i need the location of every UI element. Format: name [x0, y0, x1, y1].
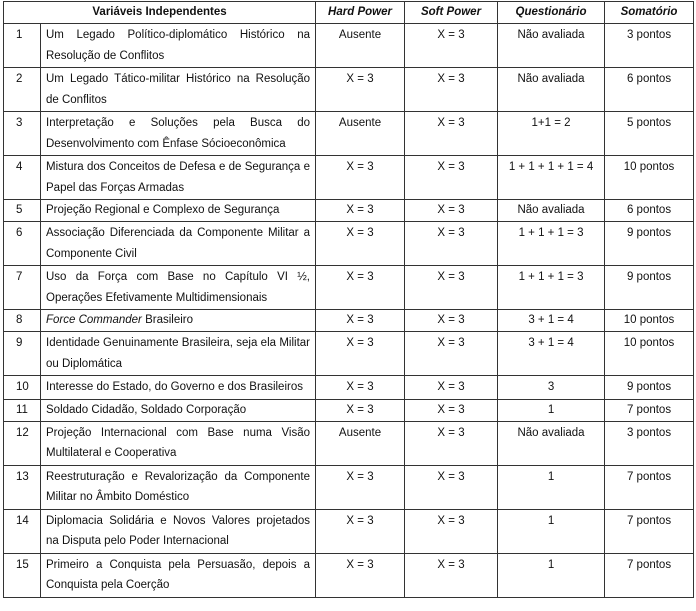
questionnaire-cell: 1: [498, 465, 605, 509]
hard-power-cell: X = 3: [316, 332, 405, 376]
questionnaire-cell: Não avaliada: [498, 68, 605, 112]
soft-power-cell: X = 3: [405, 266, 498, 310]
hard-power-cell: X = 3: [316, 156, 405, 200]
variable-name: Reestruturação e Revalorização da Componente Militar no Âmbito Doméstico: [41, 465, 316, 509]
row-number: 4: [4, 156, 41, 200]
soft-power-cell: X = 3: [405, 376, 498, 400]
variable-name: Soldado Cidadão, Soldado Corporação: [41, 399, 316, 421]
table-row: [4, 24, 694, 68]
variable-name: Interesse do Estado, do Governo e dos Brasileiros: [41, 376, 316, 400]
header-questionnaire: Questionário: [498, 2, 605, 24]
row-number: 15: [4, 553, 41, 597]
header-soft-power: Soft Power: [405, 2, 498, 24]
total-cell: 3 pontos: [605, 421, 694, 465]
row-number: 3: [4, 112, 41, 156]
total-cell: 9 pontos: [605, 222, 694, 266]
table-row: [4, 222, 694, 266]
hard-power-cell: X = 3: [316, 399, 405, 421]
row-number: 7: [4, 266, 41, 310]
row-number: 14: [4, 509, 41, 553]
questionnaire-cell: 3: [498, 376, 605, 400]
table-row: [4, 200, 694, 222]
soft-power-cell: X = 3: [405, 24, 498, 68]
questionnaire-cell: Não avaliada: [498, 200, 605, 222]
total-cell: 10 pontos: [605, 332, 694, 376]
soft-power-cell: X = 3: [405, 68, 498, 112]
hard-power-cell: X = 3: [316, 553, 405, 597]
questionnaire-cell: Não avaliada: [498, 421, 605, 465]
soft-power-cell: X = 3: [405, 332, 498, 376]
total-cell: 7 pontos: [605, 465, 694, 509]
questionnaire-cell: 1 + 1 + 1 = 3: [498, 222, 605, 266]
hard-power-cell: X = 3: [316, 465, 405, 509]
hard-power-cell: X = 3: [316, 509, 405, 553]
row-number: 2: [4, 68, 41, 112]
table-row: [4, 156, 694, 200]
hard-power-cell: X = 3: [316, 200, 405, 222]
row-number: 6: [4, 222, 41, 266]
soft-power-cell: X = 3: [405, 222, 498, 266]
table-row: [4, 421, 694, 465]
row-number: 9: [4, 332, 41, 376]
hard-power-cell: Ausente: [316, 112, 405, 156]
total-cell: 5 pontos: [605, 112, 694, 156]
total-cell: 10 pontos: [605, 310, 694, 332]
hard-power-cell: X = 3: [316, 266, 405, 310]
variable-name: Associação Diferenciada da Componente Militar a Componente Civil: [41, 222, 316, 266]
soft-power-cell: X = 3: [405, 156, 498, 200]
total-cell: 10 pontos: [605, 156, 694, 200]
questionnaire-cell: 3 + 1 = 4: [498, 332, 605, 376]
table-row: [4, 553, 694, 597]
total-cell: 7 pontos: [605, 399, 694, 421]
hard-power-cell: X = 3: [316, 222, 405, 266]
variable-name: Primeiro a Conquista pela Persuasão, depois a Conquista pela Coerção: [41, 553, 316, 597]
questionnaire-cell: 1 + 1 + 1 + 1 = 4: [498, 156, 605, 200]
questionnaire-cell: 1+1 = 2: [498, 112, 605, 156]
header-variables: Variáveis Independentes: [4, 2, 316, 24]
hard-power-cell: X = 3: [316, 68, 405, 112]
variable-name: Um Legado Tático-militar Histórico na Resolução de Conflitos: [41, 68, 316, 112]
hard-power-cell: X = 3: [316, 310, 405, 332]
questionnaire-cell: 1: [498, 553, 605, 597]
table-row: [4, 310, 694, 332]
table-row: [4, 266, 694, 310]
soft-power-cell: X = 3: [405, 421, 498, 465]
table-row: [4, 332, 694, 376]
soft-power-cell: X = 3: [405, 553, 498, 597]
total-cell: 7 pontos: [605, 509, 694, 553]
variable-name: Projeção Regional e Complexo de Segurança: [41, 200, 316, 222]
header-hard-power: Hard Power: [316, 2, 405, 24]
soft-power-cell: X = 3: [405, 509, 498, 553]
table-row: [4, 399, 694, 421]
hard-power-cell: X = 3: [316, 376, 405, 400]
variable-name: Um Legado Político-diplomático Histórico na Resolução de Conflitos: [41, 24, 316, 68]
soft-power-cell: X = 3: [405, 112, 498, 156]
header-row: [4, 2, 694, 24]
row-number: 12: [4, 421, 41, 465]
variable-name-rest: Brasileiro: [141, 314, 194, 326]
variable-name: Uso da Força com Base no Capítulo VI ½, Operações Efetivamente Multidimensionais: [41, 266, 316, 310]
variable-name: Diplomacia Solidária e Novos Valores projetados na Disputa pelo Poder Internacional: [41, 509, 316, 553]
hard-power-cell: Ausente: [316, 24, 405, 68]
table-row: [4, 465, 694, 509]
soft-power-cell: X = 3: [405, 465, 498, 509]
soft-power-cell: X = 3: [405, 399, 498, 421]
questionnaire-cell: 3 + 1 = 4: [498, 310, 605, 332]
soft-power-cell: X = 3: [405, 310, 498, 332]
table-row: [4, 376, 694, 400]
variable-name: Mistura dos Conceitos de Defesa e de Segurança e Papel das Forças Armadas: [41, 156, 316, 200]
row-number: 11: [4, 399, 41, 421]
questionnaire-cell: 1 + 1 + 1 = 3: [498, 266, 605, 310]
total-cell: 9 pontos: [605, 266, 694, 310]
variable-name: Interpretação e Soluções pela Busca do Desenvolvimento com Ênfase Sócioeconômica: [41, 112, 316, 156]
row-number: 13: [4, 465, 41, 509]
row-number: 5: [4, 200, 41, 222]
questionnaire-cell: Não avaliada: [498, 24, 605, 68]
hard-power-cell: Ausente: [316, 421, 405, 465]
table-row: [4, 509, 694, 553]
total-cell: 3 pontos: [605, 24, 694, 68]
header-total: Somatório: [605, 2, 694, 24]
soft-power-cell: X = 3: [405, 200, 498, 222]
row-number: 8: [4, 310, 41, 332]
row-number: 10: [4, 376, 41, 400]
total-cell: 6 pontos: [605, 200, 694, 222]
total-cell: 6 pontos: [605, 68, 694, 112]
total-cell: 9 pontos: [605, 376, 694, 400]
table-row: [4, 68, 694, 112]
questionnaire-cell: 1: [498, 509, 605, 553]
table-row: [4, 112, 694, 156]
variables-table: [3, 1, 694, 598]
variable-name-italic: Force Commander: [46, 314, 142, 326]
variable-name: [41, 310, 316, 332]
variable-name: Projeção Internacional com Base numa Visão Multilateral e Cooperativa: [41, 421, 316, 465]
row-number: 1: [4, 24, 41, 68]
variable-name: Identidade Genuinamente Brasileira, seja ela Militar ou Diplomática: [41, 332, 316, 376]
questionnaire-cell: 1: [498, 399, 605, 421]
total-cell: 7 pontos: [605, 553, 694, 597]
